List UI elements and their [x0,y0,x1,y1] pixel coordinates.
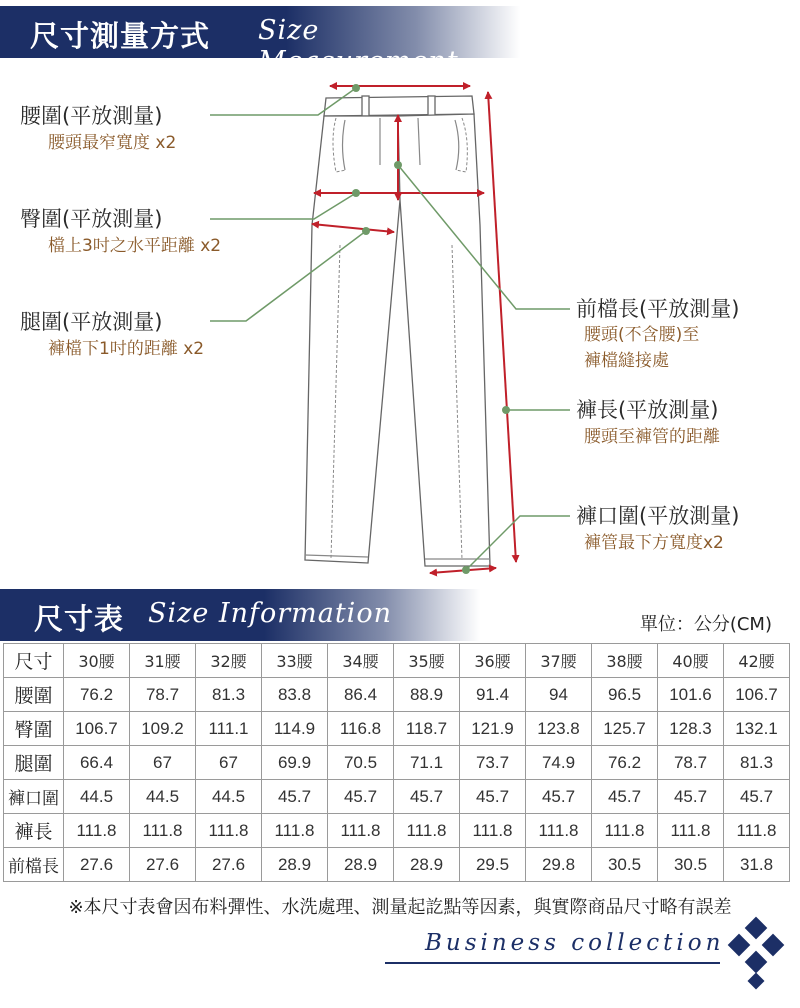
table-cell: 101.6 [658,678,724,712]
table-cell: 45.7 [262,780,328,814]
table-cell: 106.7 [724,678,790,712]
table-cell: 111.8 [328,814,394,848]
table-cell: 116.8 [328,712,394,746]
table-cell: 70.5 [328,746,394,780]
table-cell: 78.7 [130,678,196,712]
length-arrow [488,92,516,562]
table-cell: 96.5 [592,678,658,712]
table-row [4,712,790,746]
table-cell: 71.1 [394,746,460,780]
size-header-cell: 33腰 [262,644,328,678]
waist-desc: 腰頭最窄寬度 x2 [48,133,177,153]
measurement-title-en: Size Measurement [258,15,459,77]
table-cell: 28.9 [394,848,460,882]
hip-label: 臀圍(平放測量) [20,207,163,231]
size-table [3,643,790,882]
table-cell: 81.3 [196,678,262,712]
size-header-cell: 31腰 [130,644,196,678]
hem-desc: 褲管最下方寬度x2 [584,533,724,553]
front-rise-desc-2: 褲檔縫接處 [584,351,669,371]
table-cell: 123.8 [526,712,592,746]
table-cell: 111.1 [196,712,262,746]
table-row [4,814,790,848]
table-cell: 111.8 [460,814,526,848]
size-header-cell: 30腰 [64,644,130,678]
size-header-cell: 42腰 [724,644,790,678]
table-cell: 66.4 [64,746,130,780]
table-cell: 76.2 [592,746,658,780]
table-cell: 44.5 [64,780,130,814]
table-cell: 125.7 [592,712,658,746]
table-row [4,780,790,814]
table-cell: 111.8 [658,814,724,848]
size-header-cell: 32腰 [196,644,262,678]
table-cell: 111.8 [526,814,592,848]
measurement-title: 尺寸測量方式 [30,19,211,53]
table-cell: 111.8 [262,814,328,848]
table-cell: 27.6 [196,848,262,882]
table-cell: 111.8 [130,814,196,848]
table-row [4,746,790,780]
size-header-cell: 36腰 [460,644,526,678]
table-cell: 132.1 [724,712,790,746]
table-cell: 30.5 [658,848,724,882]
table-cell: 67 [196,746,262,780]
table-cell: 111.8 [394,814,460,848]
table-cell: 45.7 [658,780,724,814]
table-cell: 74.9 [526,746,592,780]
size-banner [0,589,480,641]
table-cell: 106.7 [64,712,130,746]
table-row [4,848,790,882]
size-title-en: Size Information [148,598,392,629]
front-rise-label: 前檔長(平放測量) [576,297,740,321]
table-cell: 44.5 [196,780,262,814]
table-cell: 28.9 [262,848,328,882]
row-label-cell: 腿圍 [4,746,64,780]
table-cell: 78.7 [658,746,724,780]
table-cell: 76.2 [64,678,130,712]
table-cell: 45.7 [460,780,526,814]
footer-underline [385,962,720,964]
table-cell: 45.7 [328,780,394,814]
table-cell: 73.7 [460,746,526,780]
size-title: 尺寸表 [34,602,125,636]
table-cell: 67 [130,746,196,780]
table-cell: 114.9 [262,712,328,746]
table-cell: 81.3 [724,746,790,780]
hem-label: 褲口圍(平放測量) [576,504,740,528]
table-cell: 109.2 [130,712,196,746]
thigh-label: 腿圍(平放測量) [20,310,163,334]
table-header-row [4,644,790,678]
table-cell: 88.9 [394,678,460,712]
table-cell: 27.6 [130,848,196,882]
thigh-desc: 褲檔下1吋的距離 x2 [48,339,205,359]
table-cell: 45.7 [724,780,790,814]
row-label-cell: 褲長 [4,814,64,848]
table-cell: 45.7 [526,780,592,814]
size-header-cell: 35腰 [394,644,460,678]
length-desc: 腰頭至褲管的距離 [584,427,720,447]
size-header-cell: 40腰 [658,644,724,678]
row-label-cell: 褲口圍 [4,780,64,814]
table-cell: 30.5 [592,848,658,882]
table-cell: 44.5 [130,780,196,814]
waist-label: 腰圍(平放測量) [20,104,163,128]
front-rise-desc-1: 腰頭(不含腰)至 [584,325,700,345]
size-header-cell: 38腰 [592,644,658,678]
table-cell: 111.8 [64,814,130,848]
size-header-cell: 37腰 [526,644,592,678]
table-cell: 111.8 [724,814,790,848]
table-cell: 29.5 [460,848,526,882]
table-cell: 86.4 [328,678,394,712]
table-cell: 45.7 [394,780,460,814]
footer-brand: Business collection [425,930,725,956]
table-cell: 111.8 [196,814,262,848]
row-label-cell: 腰圍 [4,678,64,712]
table-cell: 91.4 [460,678,526,712]
row-label-cell: 前檔長 [4,848,64,882]
table-cell: 121.9 [460,712,526,746]
size-header-cell: 34腰 [328,644,394,678]
unit-label: 單位：公分(CM) [639,614,772,635]
table-cell: 69.9 [262,746,328,780]
table-cell: 118.7 [394,712,460,746]
length-label: 褲長(平放測量) [576,398,719,422]
hip-desc: 檔上3吋之水平距離 x2 [48,236,222,256]
row-label-cell: 臀圍 [4,712,64,746]
table-cell: 27.6 [64,848,130,882]
table-cell: 111.8 [592,814,658,848]
table-cell: 83.8 [262,678,328,712]
table-cell: 128.3 [658,712,724,746]
table-cell: 45.7 [592,780,658,814]
table-cell: 28.9 [328,848,394,882]
table-cell: 29.8 [526,848,592,882]
disclaimer-note: ※本尺寸表會因布料彈性、水洗處理、測量起訖點等因素，與實際商品尺寸略有誤差 [68,897,732,918]
table-corner-cell: 尺寸 [4,644,64,678]
table-cell: 31.8 [724,848,790,882]
table-row [4,678,790,712]
table-cell: 94 [526,678,592,712]
